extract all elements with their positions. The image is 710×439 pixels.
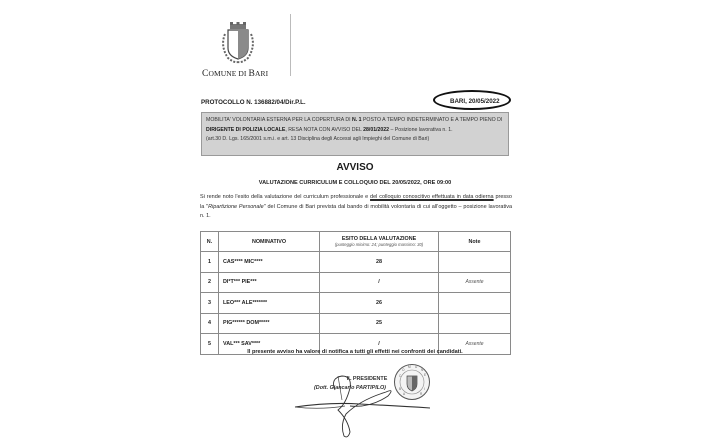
notice-intro: Si rende noto l'esito della valutazione del curriculum professionale e del colloquio conoscitivo effettuata in data odierna presso la "Ripartizione Personale" del Comune di Bari prevista dal bando di mobilità volontaria di cui all'oggetto – posizione lavorativa n. 1. [200, 194, 512, 220]
protocol-number: PROTOCOLLO N. 136882/04/Dir.P.L. [201, 99, 306, 106]
header-divider [290, 14, 291, 76]
table-row: 5 VAL*** SAV**** / Assente [201, 334, 511, 355]
notice-subtitle: VALUTAZIONE CURRICULUM E COLLOQUIO DEL 20/05/2022, ORE 09:00 [258, 180, 452, 186]
city-crest-icon [216, 22, 260, 66]
subject-legal-reference: (art.30 D. Lgs. 165/2001 s.m.i. e art. 13 Disciplina degli Accessi agli Impieghi del Comune di Bari) [206, 136, 430, 143]
svg-text:N: N [421, 368, 424, 372]
svg-text:B: B [399, 387, 402, 391]
svg-text:I: I [424, 387, 425, 391]
handwritten-signature-icon [290, 370, 440, 439]
results-table [200, 231, 511, 355]
svg-text:M: M [408, 365, 411, 369]
svg-text:U: U [415, 365, 418, 369]
notice-title: AVVISO [336, 162, 374, 173]
header-name: NOMINATIVO [219, 232, 320, 252]
svg-text:A: A [403, 392, 406, 396]
table-header-row [201, 232, 511, 252]
signer-name: (Dott. Giancarlo PARTIPILO) [314, 385, 386, 391]
header-result: ESITO DELLA VALUTAZIONE (punteggio minimo: 24; punteggio massimo: 30) [320, 232, 439, 252]
document-date: BARI, 20/05/2022 [450, 98, 500, 105]
subject-main: MOBILITA' VOLONTARIA ESTERNA PER LA COPERTURA DI N. 1 POSTO A TEMPO INDETERMINATO E A TEMPO PIENO DI DIRIGENTE DI POLIZIA LOCALE, RESA NOTA CON AVVISO DEL 28/01/2022 – Posizione lavorativa n. 1. [206, 117, 503, 133]
table-row: 3 LEO*** ALE******* 26 [201, 293, 511, 314]
table-row: 1 CAS**** MIC**** 28 [201, 252, 511, 273]
header-note: Note [439, 232, 511, 252]
header-n: N. [201, 232, 219, 252]
organization-name: COMUNE DI BARI [202, 69, 269, 79]
underlined-phrase: del colloquio conoscitivo effettuata in data odierna [370, 194, 494, 200]
table-row: 4 PIG****** DOM***** 25 [201, 313, 511, 334]
svg-text:C: C [399, 374, 402, 378]
svg-text:R: R [420, 392, 423, 396]
notification-statement: Il presente avviso ha valore di notifica a tutti gli effetti nei confronti dei candidati. [247, 349, 463, 355]
svg-text:O: O [402, 368, 405, 372]
svg-text:E: E [424, 373, 427, 377]
subject-box [201, 112, 509, 156]
table-row: 2 DI*T*** PIE*** / Assente [201, 272, 511, 293]
header-result-range: (punteggio minimo: 24; punteggio massimo: 30) [334, 242, 424, 247]
signer-role: IL PRESIDENTE [346, 376, 388, 382]
